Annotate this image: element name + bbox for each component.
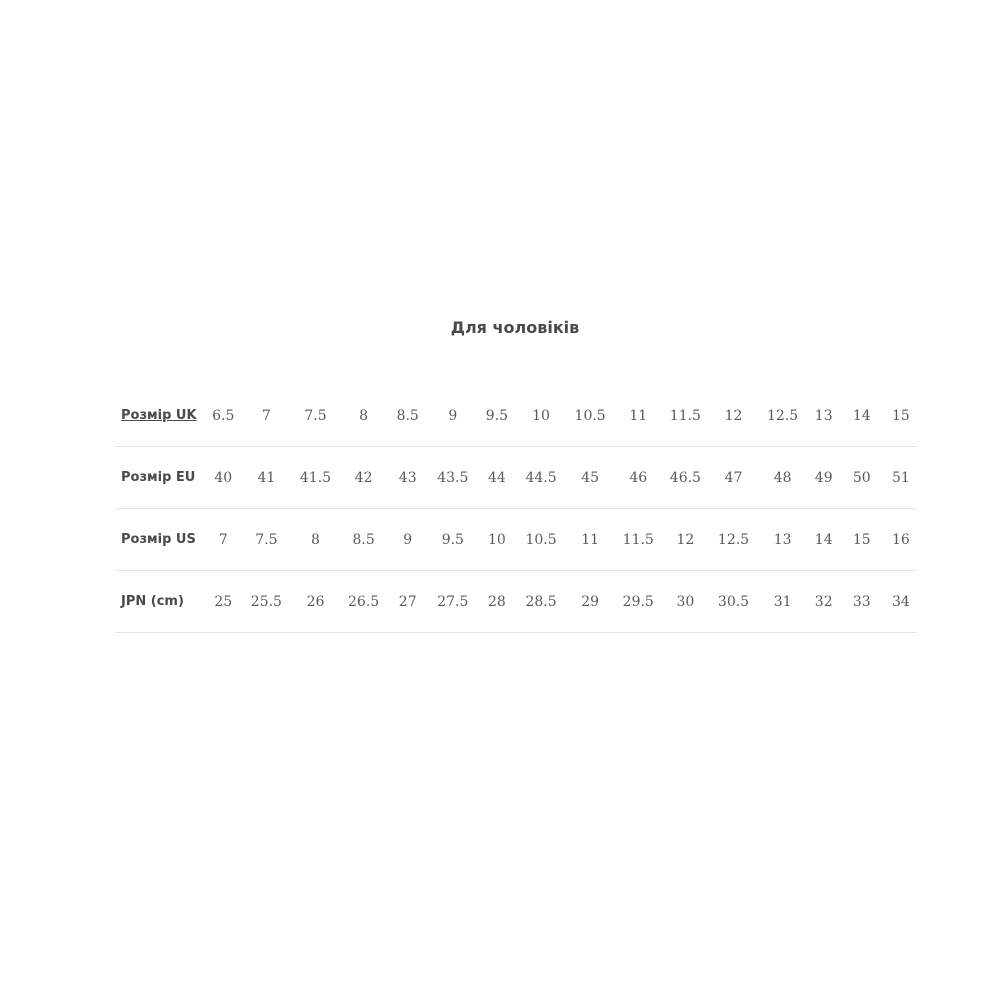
table-cell: 25	[203, 571, 243, 633]
size-chart-table	[115, 385, 917, 633]
table-cell: 44	[476, 447, 518, 509]
table-row-eu	[115, 447, 917, 509]
table-cell: 11.5	[616, 509, 660, 571]
table-cell: 42	[342, 447, 386, 509]
table-cell: 47	[710, 447, 756, 509]
table-cell: 30.5	[710, 571, 756, 633]
table-cell: 12.5	[757, 385, 809, 447]
table-cell: 34	[885, 571, 917, 633]
table-cell: 32	[809, 571, 839, 633]
table-cell: 10	[476, 509, 518, 571]
table-cell: 9	[430, 385, 476, 447]
table-cell: 28	[476, 571, 518, 633]
table-cell: 8.5	[386, 385, 430, 447]
table-cell: 43	[386, 447, 430, 509]
table-cell: 13	[757, 509, 809, 571]
table-cell: 40	[203, 447, 243, 509]
row-label-us: Розмір US	[115, 509, 203, 571]
table-cell: 12	[660, 509, 710, 571]
table-row-jpn	[115, 571, 917, 633]
table-cell: 30	[660, 571, 710, 633]
table-cell: 33	[839, 571, 885, 633]
table-cell: 12.5	[710, 509, 756, 571]
table-cell: 44.5	[518, 447, 564, 509]
table-cell: 7.5	[289, 385, 341, 447]
table-cell: 11	[616, 385, 660, 447]
table-cell: 29	[564, 571, 616, 633]
table-cell: 10	[518, 385, 564, 447]
table-cell: 9	[386, 509, 430, 571]
table-cell: 46.5	[660, 447, 710, 509]
table-cell: 12	[710, 385, 756, 447]
table-cell: 28.5	[518, 571, 564, 633]
table-cell: 14	[839, 385, 885, 447]
table-cell: 9.5	[476, 385, 518, 447]
table-cell: 48	[757, 447, 809, 509]
table-cell: 6.5	[203, 385, 243, 447]
table-cell: 8.5	[342, 509, 386, 571]
table-cell: 41.5	[289, 447, 341, 509]
table-cell: 26	[289, 571, 341, 633]
table-cell: 49	[809, 447, 839, 509]
table-cell: 43.5	[430, 447, 476, 509]
table-cell: 45	[564, 447, 616, 509]
row-label-jpn: JPN (cm)	[115, 571, 203, 633]
table-cell: 8	[342, 385, 386, 447]
row-label-eu: Розмір EU	[115, 447, 203, 509]
table-cell: 50	[839, 447, 885, 509]
table-cell: 13	[809, 385, 839, 447]
table-cell: 46	[616, 447, 660, 509]
table-cell: 27.5	[430, 571, 476, 633]
table-cell: 41	[243, 447, 289, 509]
table-cell: 7	[203, 509, 243, 571]
table-cell: 31	[757, 571, 809, 633]
table-cell: 8	[289, 509, 341, 571]
table-cell: 15	[839, 509, 885, 571]
table-cell: 27	[386, 571, 430, 633]
table-cell: 29.5	[616, 571, 660, 633]
table-cell: 7	[243, 385, 289, 447]
page-title: Для чоловіків	[450, 318, 580, 337]
row-label-uk[interactable]: Розмір UK	[115, 385, 203, 447]
table-cell: 11.5	[660, 385, 710, 447]
table-cell: 16	[885, 509, 917, 571]
table-cell: 15	[885, 385, 917, 447]
table-cell: 7.5	[243, 509, 289, 571]
table-cell: 26.5	[342, 571, 386, 633]
table-cell: 9.5	[430, 509, 476, 571]
table-cell: 25.5	[243, 571, 289, 633]
table-row-uk	[115, 385, 917, 447]
table-cell: 11	[564, 509, 616, 571]
table-cell: 10.5	[564, 385, 616, 447]
table-cell: 14	[809, 509, 839, 571]
table-row-us	[115, 509, 917, 571]
table-cell: 10.5	[518, 509, 564, 571]
table-cell: 51	[885, 447, 917, 509]
